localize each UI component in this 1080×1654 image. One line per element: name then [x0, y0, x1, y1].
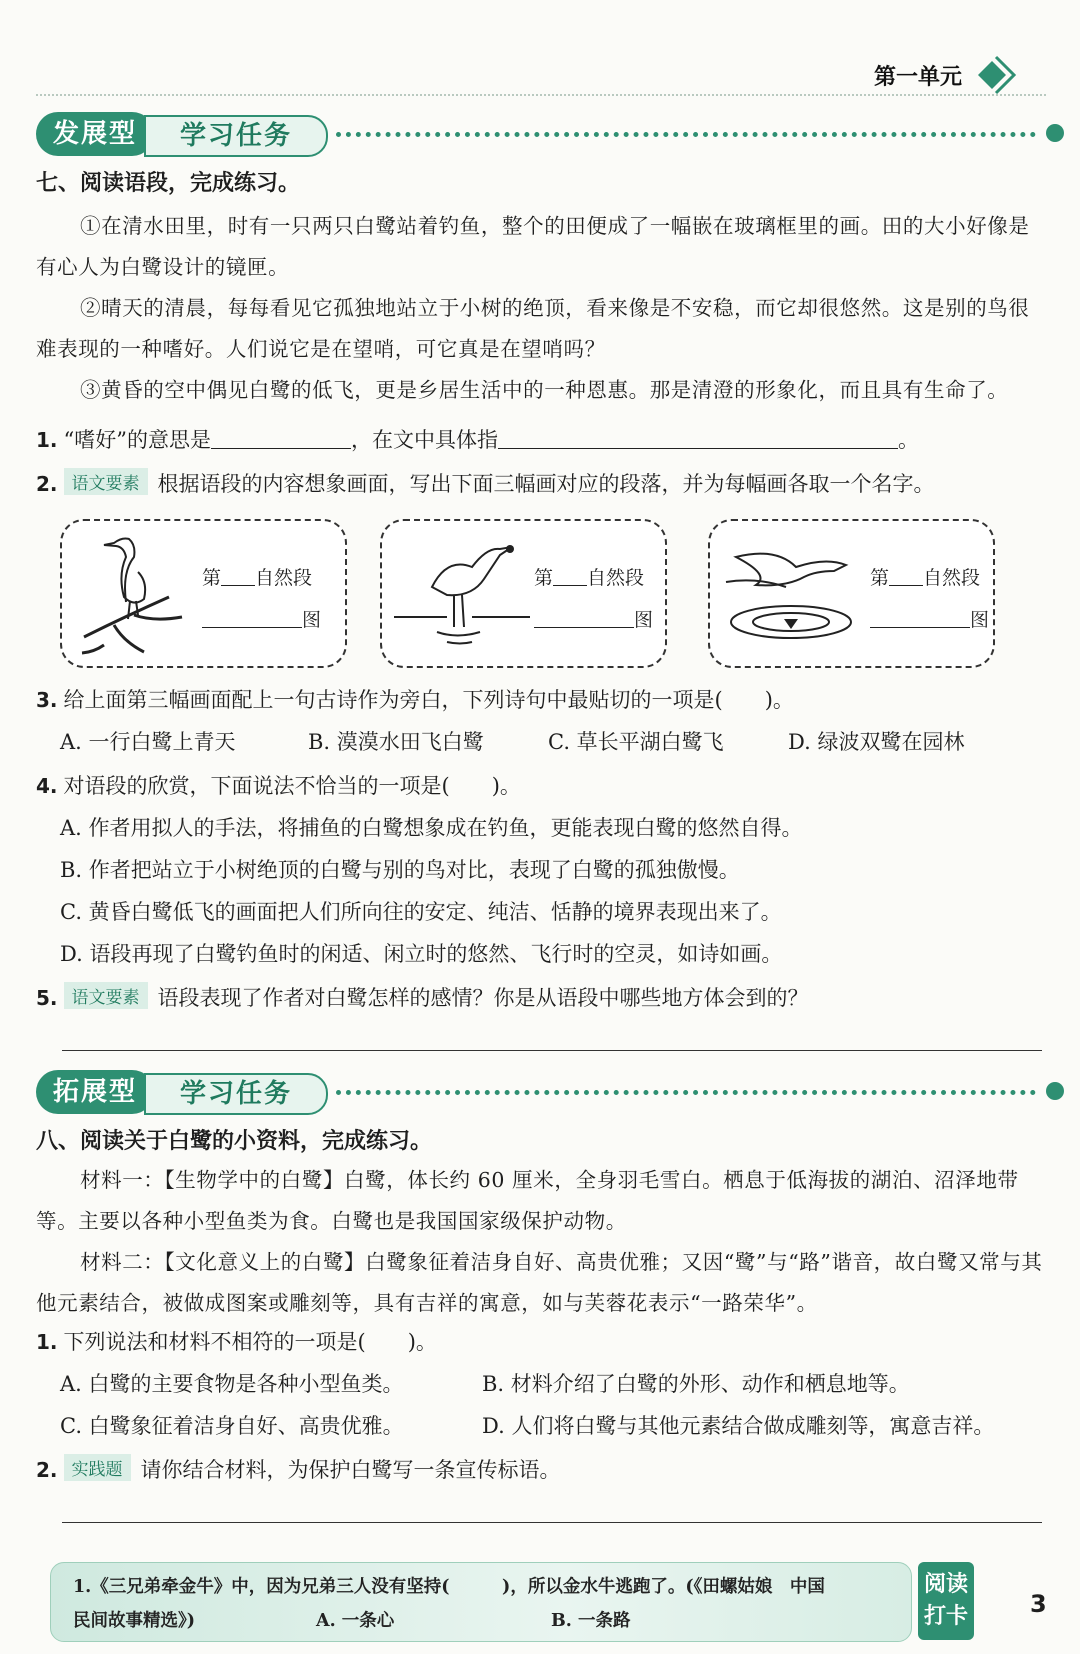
banner-dotted-line	[336, 132, 1036, 137]
banner-end-dot	[1046, 124, 1064, 142]
q3-option-b[interactable]: B. 漠漠水田飞白鹭	[308, 730, 484, 754]
section7-heading: 七、阅读语段，完成练习。	[36, 171, 301, 196]
page-number: 3	[1030, 1590, 1047, 1618]
q3-option-d[interactable]: D. 绿波双鹭在园林	[788, 730, 965, 754]
picture-box-3	[708, 519, 995, 668]
tag-chinese-element: 语文要素	[64, 982, 148, 1009]
banner-end-dot	[1046, 1082, 1064, 1100]
checkin-option-a[interactable]: A. 一条心	[316, 1611, 395, 1631]
s8-q1-option-a[interactable]: A. 白鹭的主要食物是各种小型鱼类。	[60, 1372, 404, 1396]
q3-option-c[interactable]: C. 草长平湖白鹭飞	[548, 730, 724, 754]
q4-option-d[interactable]: D. 语段再现了白鹭钓鱼时的闲适、闲立时的悠然、飞行时的空灵，如诗如画。	[60, 942, 783, 966]
passage-paragraph-1: ①在清水田里，时有一只两只白鹭站着钓鱼，整个的田便成了一幅嵌在玻璃框里的画。田的大小好像是有心人为白鹭设计的镜匣。	[36, 214, 1030, 279]
answer-blank-refers[interactable]	[498, 426, 898, 449]
egret-flying-low-icon	[716, 527, 866, 659]
name-fill-1: 图	[202, 605, 321, 632]
banner-task: 学习任务	[144, 115, 328, 157]
s7-question-3: 3. 给上面第三幅画面配上一句古诗作为旁白，下列诗句中最贴切的一项是( )。	[36, 688, 794, 712]
answer-line-q5[interactable]	[62, 1050, 1042, 1051]
s8-question-1: 1. 下列说法和材料不相符的一项是( )。	[36, 1330, 437, 1354]
q4-option-a[interactable]: A. 作者用拟人的手法，将捕鱼的白鹭想象成在钓鱼，更能表现白鹭的悠然自得。	[60, 816, 803, 840]
name-blank-1[interactable]	[202, 609, 302, 628]
s8-q1-option-d[interactable]: D. 人们将白鹭与其他元素结合做成雕刻等，寓意吉祥。	[482, 1414, 995, 1438]
s8-question-2: 2. 实践题 请你结合材料，为保护白鹭写一条宣传标语。	[36, 1454, 561, 1484]
name-fill-3: 图	[870, 605, 989, 632]
passage-paragraph-3: ③黄昏的空中偶见白鹭的低飞，更是乡居生活中的一种恩惠。那是清澄的形象化，而且具有生命了。	[80, 378, 1009, 402]
banner-type: 拓展型	[36, 1070, 154, 1114]
banner-dotted-line	[336, 1090, 1036, 1095]
s7-question-2: 2. 语文要素 根据语段的内容想象画面，写出下面三幅画对应的段落，并为每幅画各取一个名字。	[36, 468, 935, 498]
tag-chinese-element: 语文要素	[64, 468, 148, 495]
header-divider	[36, 94, 1046, 96]
s7-question-1: 1. “嗜好”的意思是 ，在文中具体指 。	[36, 428, 919, 452]
picture-box-1	[60, 519, 347, 668]
para-fill-3: 第 自然段	[870, 567, 981, 589]
s7-question-5: 5. 语文要素 语段表现了作者对白鹭怎样的感情？你是从语段中哪些地方体会到的？	[36, 982, 809, 1012]
name-blank-3[interactable]	[870, 609, 970, 628]
s8-q1-option-b[interactable]: B. 材料介绍了白鹭的外形、动作和栖息地等。	[482, 1372, 910, 1396]
s7-question-4: 4. 对语段的欣赏，下面说法不恰当的一项是( )。	[36, 774, 521, 798]
material-1: 材料一：【生物学中的白鹭】白鹭，体长约 60 厘米，全身羽毛雪白。栖息于低海拔的湖泊、沼泽地带等。主要以各种小型鱼类为食。白鹭也是我国国家级保护动物。	[36, 1168, 1019, 1233]
egret-fishing-in-water-icon	[392, 527, 532, 659]
para-fill-1: 第 自然段	[202, 567, 313, 589]
para-blank-2[interactable]	[553, 567, 587, 586]
para-blank-3[interactable]	[889, 567, 923, 586]
para-fill-2: 第 自然段	[534, 567, 645, 589]
q4-option-c[interactable]: C. 黄昏白鹭低飞的画面把人们所向往的安定、纯洁、恬静的境界表现出来了。	[60, 900, 782, 924]
answer-line-slogan[interactable]	[62, 1522, 1042, 1523]
name-fill-2: 图	[534, 605, 653, 632]
passage-paragraph-2: ②晴天的清晨，每每看见它孤独地站立于小树的绝顶，看来像是不安稳，而它却很悠然。这是别的鸟很难表现的一种嗜好。人们说它是在望哨，可它真是在望哨吗？	[36, 296, 1030, 361]
banner-type: 发展型	[36, 112, 154, 156]
answer-blank-meaning[interactable]	[211, 426, 351, 449]
reading-checkin-box	[50, 1562, 912, 1642]
checkin-option-b[interactable]: B. 一条路	[551, 1611, 631, 1631]
material-2: 材料二：【文化意义上的白鹭】白鹭象征着洁身自好、高贵优雅；又因“鹭”与“路”谐音，故白鹭又常与其他元素结合，被做成图案或雕刻等，具有吉祥的寓意，如与芙蓉花表示“一路荣华”。	[36, 1250, 1043, 1315]
picture-box-2	[380, 519, 667, 668]
s8-q1-option-c[interactable]: C. 白鹭象征着洁身自好、高贵优雅。	[60, 1414, 404, 1438]
reading-checkin-label: 阅读 打卡	[918, 1562, 974, 1640]
egret-standing-on-branch-icon	[74, 527, 194, 659]
tag-practice: 实践题	[64, 1454, 131, 1481]
banner-task: 学习任务	[144, 1073, 328, 1115]
checkin-source: 民间故事精选》)	[73, 1611, 196, 1631]
para-blank-1[interactable]	[221, 567, 255, 586]
checkin-question: 1.《三兄弟牵金牛》中，因为兄弟三人没有坚持( )，所以金水牛逃跑了。(《田螺姑娘 中国	[73, 1577, 825, 1597]
unit-title: 第一单元	[873, 65, 962, 90]
q4-option-b[interactable]: B. 作者把站立于小树绝顶的白鹭与别的鸟对比，表现了白鹭的孤独傲慢。	[60, 858, 740, 882]
section8-heading: 八、阅读关于白鹭的小资料，完成练习。	[36, 1129, 433, 1154]
name-blank-2[interactable]	[534, 609, 634, 628]
diamond-arrow-icon	[972, 52, 1018, 98]
q3-option-a[interactable]: A. 一行白鹭上青天	[60, 730, 236, 754]
